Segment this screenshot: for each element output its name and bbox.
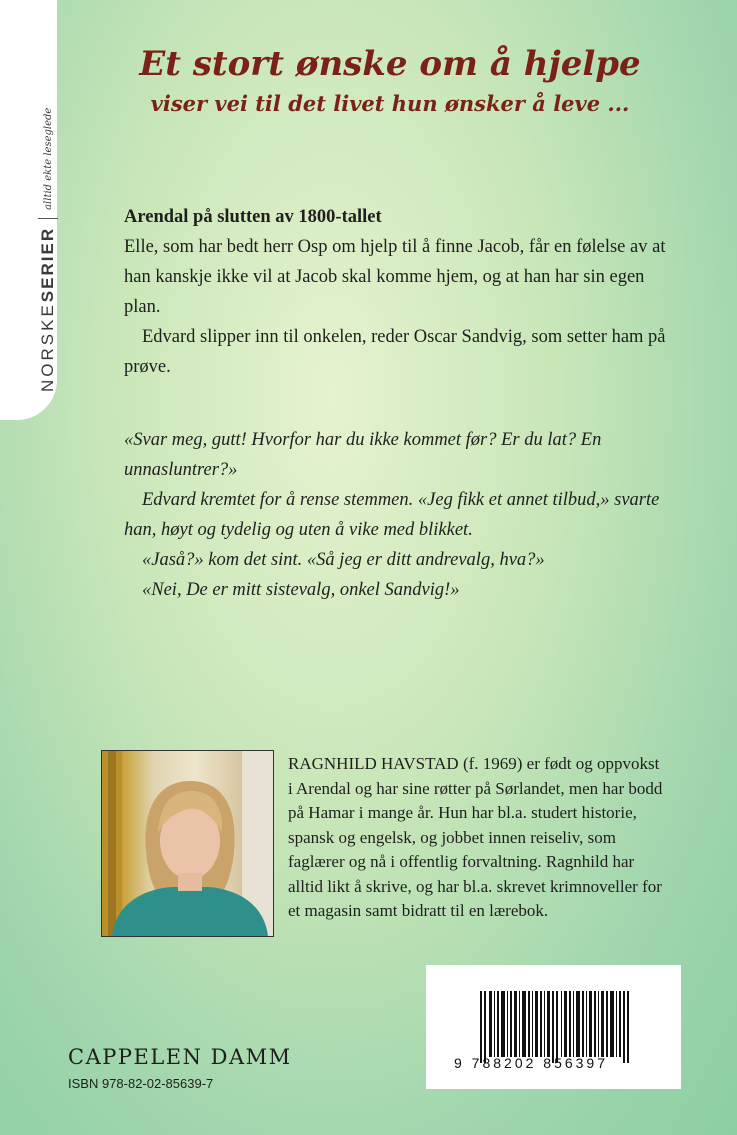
excerpt-line-2: Edvard kremtet for å rense stemmen. «Jeg fikk et annet tilbud,» svarte han, høyt og tydelig og uten å vike med blikket.	[124, 490, 660, 540]
series-logo	[38, 108, 58, 392]
series-tagline: alltid ekte leseglede	[42, 107, 54, 210]
blurb-lead: Arendal på slutten av 1800-tallet	[124, 207, 382, 227]
series-name-part1: NORSKE	[38, 302, 57, 392]
author-portrait-icon	[102, 751, 273, 936]
excerpt	[124, 425, 684, 605]
blurb-paragraph-1: Elle, som har bedt herr Osp om hjelp til å finne Jacob, får en følelse av at han kanskje ikke vil at Jacob skal komme hjem, og at han har sin egen plan.	[124, 237, 666, 317]
excerpt-line-4: «Nei, De er mitt sistevalg, onkel Sandvig!»	[142, 580, 460, 600]
author-bio: RAGNHILD HAVSTAD (f. 1969) er født og oppvokst i Arendal og har sine røtter på Sørlandet, men har bodd på Hamar i mange år. Hun har bl.a. studert historie, spansk og engelsk, og jobbet innen reiseliv, som faglærer og nå i offentlig forvaltning. Ragnhild har alltid likt å skrive, og har bl.a. skrevet krimnoveller for et magasin samt bidratt til en lærebok.	[288, 754, 663, 920]
blurb-paragraph-2: Edvard slipper inn til onkelen, reder Oscar Sandvig, som setter ham på prøve.	[124, 327, 666, 377]
isbn-label: ISBN 978-82-02-85639-7	[68, 1076, 214, 1091]
publisher-logo: CAPPELEN DAMM	[68, 1045, 292, 1069]
series-name-part2: SERIER	[38, 226, 57, 303]
blurb	[124, 202, 684, 382]
barcode-digits: 9 788202 856397	[454, 1055, 608, 1071]
headline	[120, 40, 660, 120]
excerpt-line-3: «Jaså?» kom det sint. «Så jeg er ditt andrevalg, hva?»	[142, 550, 545, 570]
author-photo	[101, 750, 274, 937]
series-tab	[0, 0, 57, 420]
excerpt-line-1: «Svar meg, gutt! Hvorfor har du ikke kommet før? Er du lat? En unnasluntrer?»	[124, 430, 602, 480]
headline-title: Et stort ønske om å hjelpe	[139, 44, 641, 84]
barcode	[426, 965, 681, 1089]
headline-subtitle: viser vei til det livet hun ønsker å leve ...	[150, 91, 630, 116]
series-divider	[38, 218, 58, 219]
